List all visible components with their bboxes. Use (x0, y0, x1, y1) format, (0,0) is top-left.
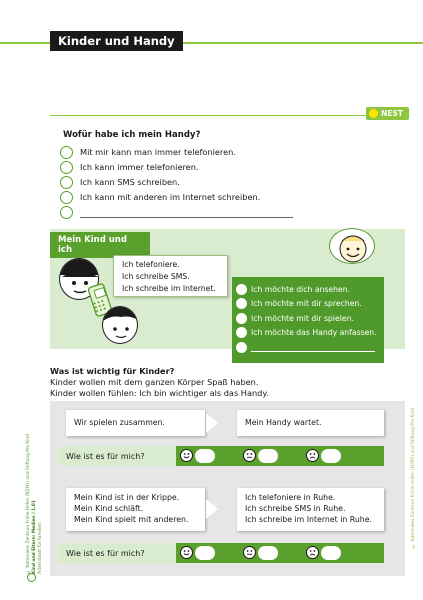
child-option-label: Ich möchte mit dir spielen. (251, 313, 354, 323)
wichtig-title: Was ist wichtig für Kinder? (50, 366, 175, 376)
child-option-label: Ich möchte mit dir sprechen. (251, 299, 362, 309)
rating-option[interactable] (195, 449, 215, 463)
option-row[interactable] (60, 175, 293, 189)
option-row[interactable] (60, 145, 293, 159)
nest-rule (50, 115, 368, 116)
option-checkbox[interactable] (60, 176, 73, 189)
rating-option[interactable] (258, 449, 278, 463)
sidebar-series: Kind und Eltern: Medien / 1.01 (32, 500, 37, 574)
option-checkbox[interactable] (60, 206, 73, 219)
left-sidebar (26, 402, 43, 574)
rating-row (58, 543, 384, 563)
corner-circle-icon (27, 573, 36, 582)
option-checkbox[interactable] (60, 191, 73, 204)
option-row-blank[interactable] (60, 205, 293, 219)
rating-option[interactable] (321, 449, 341, 463)
comparison-text: Mein Kind spielt mit anderen. (74, 515, 189, 524)
rating-option[interactable] (321, 546, 341, 560)
child-face-icon (102, 306, 138, 344)
rating-bar (176, 543, 384, 563)
wichtig-line: Kinder wollen fühlen: Ich bin wichtiger als das Handy. (50, 388, 269, 398)
wichtig-line: Kinder wollen mit dem ganzen Körper Spaß haben. (50, 377, 259, 387)
comparison-text: Mein Kind ist in der Krippe. (74, 493, 180, 502)
nest-label: NEST (381, 109, 403, 118)
option-checkbox[interactable] (60, 146, 73, 159)
page-title: Kinder und Handy (50, 31, 183, 51)
neutral-face-icon[interactable] (243, 546, 256, 559)
comparison-text: Ich schreibe SMS in Ruhe. (245, 504, 346, 513)
parent-line: Ich schreibe im Internet. (122, 284, 216, 293)
comparison-right-box (237, 488, 384, 531)
rating-label: Wie ist es für mich? (58, 543, 176, 563)
happy-face-icon[interactable] (180, 449, 193, 462)
comparison-right-box (237, 410, 384, 436)
neutral-face-icon[interactable] (243, 449, 256, 462)
child-option-label: Ich möchte dich ansehen. (251, 284, 351, 294)
child-option-checkbox[interactable] (236, 298, 247, 309)
child-option-row[interactable] (236, 297, 380, 312)
comparison-text: Mein Kind schläft. (74, 504, 144, 513)
child-option-checkbox[interactable] (236, 342, 247, 353)
child-option-label: Ich möchte das Handy anfassen. (251, 328, 377, 338)
comparison-left-box (66, 488, 205, 531)
option-label: Ich kann mit anderen im Internet schreiben. (80, 192, 261, 202)
child-option-row[interactable] (236, 311, 380, 326)
mein-kind-heading: Mein Kind und ich (50, 232, 150, 258)
sidebar-copyright-right: © Nationales Zentrum Frühe Hilfen (NZFH) und Stiftung Pro Kind (411, 408, 416, 548)
child-option-checkbox[interactable] (236, 313, 247, 324)
nest-badge (366, 107, 409, 120)
wichtig-block (50, 366, 269, 399)
question-options (60, 145, 293, 219)
sidebar-copyright: © Nationales Zentrum Frühe Hilfen (NZFH) und Stiftung Pro Kind (26, 434, 31, 574)
rating-row (58, 446, 384, 466)
option-checkbox[interactable] (60, 161, 73, 174)
nest-logo-icon (369, 109, 378, 118)
happy-face-icon[interactable] (180, 546, 193, 559)
child-option-row[interactable] (236, 326, 380, 341)
right-sidebar (411, 408, 416, 568)
rating-option[interactable] (258, 546, 278, 560)
rating-label: Wie ist es für mich? (58, 446, 176, 466)
sad-face-icon[interactable] (306, 546, 319, 559)
option-label: Ich kann SMS schreiben. (80, 177, 180, 187)
rating-option[interactable] (195, 546, 215, 560)
sidebar-sheet-type: Arbeitsblatt für Familien (38, 522, 43, 574)
child-smile-face-icon (329, 228, 375, 264)
comparison-left-box (66, 410, 205, 436)
rating-bar (176, 446, 384, 466)
child-option-checkbox[interactable] (236, 284, 247, 295)
comparison-text: Ich telefoniere in Ruhe. (245, 493, 336, 502)
option-row[interactable] (60, 160, 293, 174)
option-label: Ich kann immer telefonieren. (80, 162, 199, 172)
comparison-text: Ich schreibe im Internet in Ruhe. (245, 515, 373, 524)
parent-line: Ich schreibe SMS. (122, 272, 190, 281)
child-speech-bubble (232, 277, 384, 363)
sad-face-icon[interactable] (306, 449, 319, 462)
write-in-line[interactable] (80, 217, 293, 218)
child-option-row-blank[interactable] (236, 340, 380, 355)
question-title: Wofür habe ich mein Handy? (63, 130, 201, 140)
parent-speech-bubble (113, 255, 228, 297)
option-label: Mit mir kann man immer telefonieren. (80, 147, 236, 157)
child-option-row[interactable] (236, 282, 380, 297)
comparison-text: Wir spielen zusammen. (74, 418, 166, 427)
comparison-text: Mein Handy wartet. (245, 418, 322, 427)
arrow-right-icon (206, 499, 218, 519)
arrow-right-icon (206, 413, 218, 433)
parent-line: Ich telefoniere. (122, 260, 180, 269)
child-option-checkbox[interactable] (236, 327, 247, 338)
option-row[interactable] (60, 190, 293, 204)
child-write-in-line[interactable] (251, 351, 375, 352)
